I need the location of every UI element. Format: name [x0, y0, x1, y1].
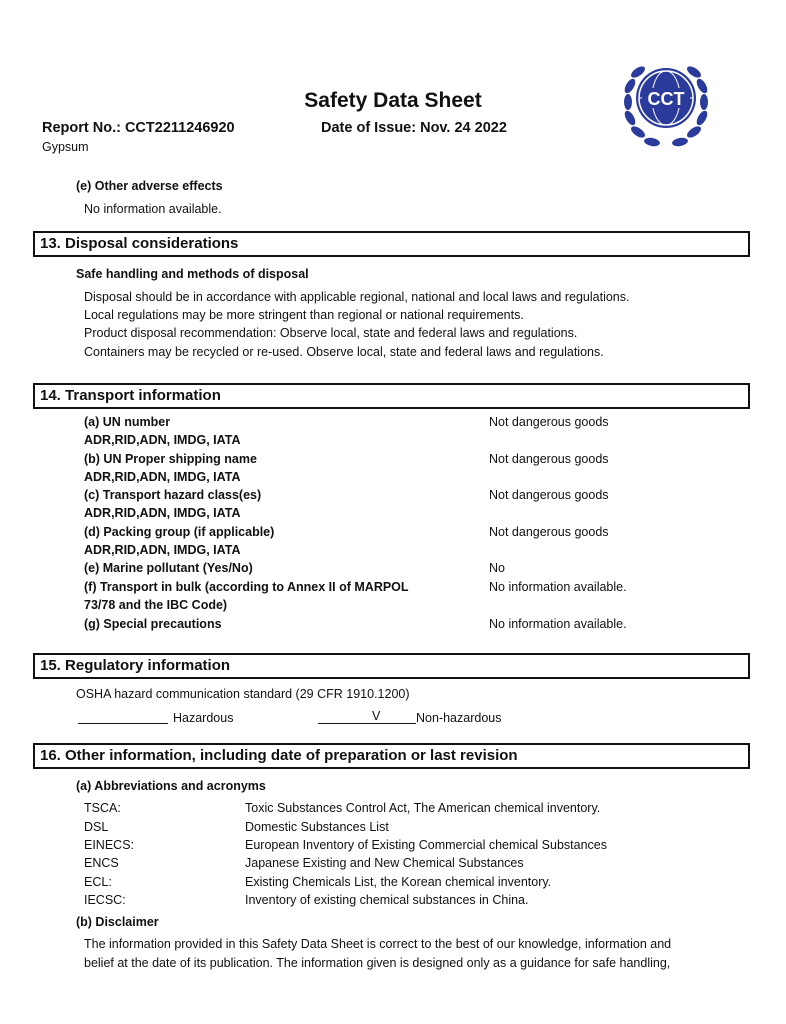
abbreviations-heading: (a) Abbreviations and acronyms — [76, 779, 266, 793]
report-number: Report No.: CCT2211246920 — [42, 120, 235, 136]
abbr-definition: Inventory of existing chemical substances in China. — [245, 893, 529, 907]
transport-value: Not dangerous goods — [489, 415, 609, 429]
disclaimer-line: belief at the date of its publication. The information given is designed only as a guidance for safe handling, — [84, 956, 671, 970]
abbr-definition: Existing Chemicals List, the Korean chemical inventory. — [245, 875, 552, 889]
osha-standard-line: OSHA hazard communication standard (29 CFR 1910.1200) — [76, 687, 410, 701]
abbr-term: ECL: — [84, 875, 112, 889]
disposal-line: Containers may be recycled or re-used. Observe local, state and federal laws and regulations. — [84, 345, 604, 359]
non-hazardous-blank — [318, 723, 416, 724]
abbr-definition: Toxic Substances Control Act, The American chemical inventory. — [245, 801, 601, 815]
other-adverse-effects-text: No information available. — [84, 202, 222, 216]
document-title: Safety Data Sheet — [304, 89, 482, 112]
transport-value: No — [489, 561, 505, 575]
disclaimer-heading: (b) Disclaimer — [76, 915, 159, 929]
abbr-definition: European Inventory of Existing Commercial chemical Substances — [245, 838, 607, 852]
svg-text:CCT: CCT — [647, 89, 685, 109]
transport-label: (e) Marine pollutant (Yes/No) — [84, 561, 253, 575]
abbr-term: IECSC: — [84, 893, 126, 907]
section-13-header: 13. Disposal considerations — [33, 231, 750, 257]
transport-value: No information available. — [489, 580, 627, 594]
transport-value: Not dangerous goods — [489, 488, 609, 502]
abbr-term: ENCS — [84, 856, 119, 870]
date-of-issue: Date of Issue: Nov. 24 2022 — [321, 120, 507, 136]
abbr-definition: Japanese Existing and New Chemical Substances — [245, 856, 524, 870]
transport-label: (b) UN Proper shipping name — [84, 452, 257, 466]
abbr-term: EINECS: — [84, 838, 135, 852]
transport-label: (a) UN number — [84, 415, 171, 429]
abbr-term: TSCA: — [84, 801, 121, 815]
transport-label: (d) Packing group (if applicable) — [84, 525, 275, 539]
section-16-header: 16. Other information, including date of preparation or last revision — [33, 743, 750, 769]
transport-value: Not dangerous goods — [489, 525, 609, 539]
disclaimer-line: The information provided in this Safety Data Sheet is correct to the best of our knowledge, information and — [84, 937, 672, 951]
non-hazardous-label: Non-hazardous — [416, 711, 502, 725]
cct-logo — [616, 52, 716, 152]
non-hazardous-check-mark: V — [372, 709, 381, 723]
disposal-line: Product disposal recommendation: Observe local, state and federal laws and regulations. — [84, 326, 578, 340]
hazardous-blank — [78, 723, 168, 724]
hazardous-label: Hazardous — [173, 711, 234, 725]
disposal-line: Local regulations may be more stringent than regional or national requirements. — [84, 308, 524, 322]
transport-sub: ADR,RID,ADN, IMDG, IATA — [84, 433, 241, 447]
transport-label: (f) Transport in bulk (according to Annex II of MARPOL — [84, 580, 409, 594]
abbr-term: DSL — [84, 820, 109, 834]
abbr-definition: Domestic Substances List — [245, 820, 389, 834]
transport-sub: 73/78 and the IBC Code) — [84, 598, 228, 612]
transport-label: (g) Special precautions — [84, 617, 222, 631]
transport-sub: ADR,RID,ADN, IMDG, IATA — [84, 470, 241, 484]
disposal-line: Disposal should be in accordance with applicable regional, national and local laws and regulations. — [84, 290, 630, 304]
transport-value: Not dangerous goods — [489, 452, 609, 466]
disposal-subheading: Safe handling and methods of disposal — [76, 267, 309, 281]
product-name: Gypsum — [42, 140, 89, 154]
transport-sub: ADR,RID,ADN, IMDG, IATA — [84, 543, 241, 557]
other-adverse-effects-heading: (e) Other adverse effects — [76, 179, 223, 193]
transport-label: (c) Transport hazard class(es) — [84, 488, 262, 502]
section-14-header: 14. Transport information — [33, 383, 750, 409]
transport-value: No information available. — [489, 617, 627, 631]
section-15-header: 15. Regulatory information — [33, 653, 750, 679]
transport-sub: ADR,RID,ADN, IMDG, IATA — [84, 506, 241, 520]
